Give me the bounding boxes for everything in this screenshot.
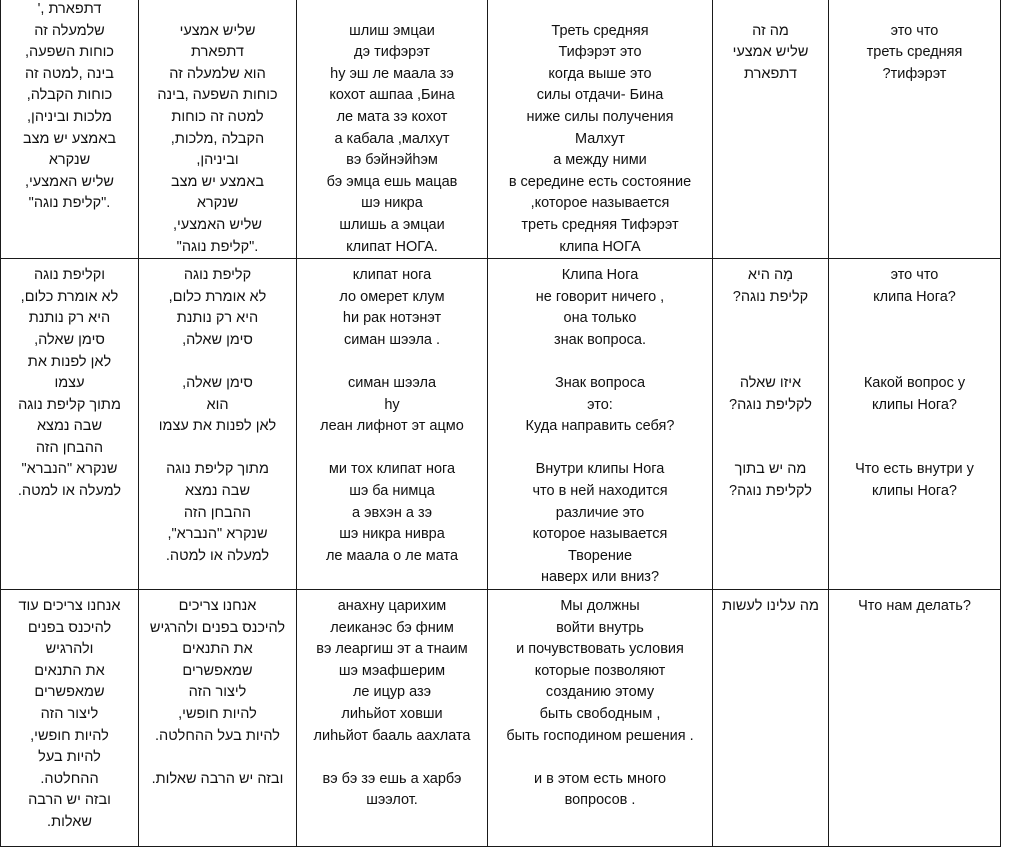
text-line: ,которое называется [530, 195, 670, 212]
text-line [833, 308, 996, 330]
text-line: כוחות השפעה ,בינה [157, 87, 278, 104]
text-line: шээлот. [366, 792, 418, 809]
text-line: קליפת נוגה [183, 267, 252, 284]
text-line: ולהרגיש [45, 641, 94, 658]
text-line: Треть средняя [551, 22, 649, 39]
text-line: מה זה [752, 22, 789, 39]
hebrew-text-cell [139, 0, 297, 259]
text-line [717, 352, 824, 374]
text-line: Клипа Нога [561, 267, 639, 284]
table-row [1, 259, 1001, 590]
text-line [301, 0, 483, 21]
text-line [301, 747, 483, 769]
text-line: ?קליפת נוגה [732, 288, 809, 305]
text-line: войти внутрь [556, 619, 644, 636]
text-line: hу эш ле маала зэ [330, 65, 454, 82]
text-line: עצמו [54, 375, 85, 392]
text-line: ,וביניהן [196, 152, 239, 169]
text-line: клипат нога [352, 267, 432, 284]
russian-question-cell [829, 259, 1001, 590]
hebrew-question-cell [713, 259, 829, 590]
text-line: ?לקליפת נוגה [729, 396, 812, 413]
text-line: кохот ашпаа ,Бина [329, 87, 455, 104]
transliteration-cell [297, 590, 488, 847]
text-line: ההבחן הזה [183, 504, 252, 521]
text-line: и почувствовать условия [516, 641, 684, 658]
text-line [301, 438, 483, 460]
hebrew-answer-cell [1, 590, 139, 847]
text-line [717, 308, 824, 330]
text-line: Мы должны [560, 598, 640, 615]
text-line: ליצור הזה [188, 684, 247, 701]
text-line: это что [890, 22, 939, 39]
text-line: не говорит ничего , [535, 288, 665, 305]
text-line: а между ними [553, 152, 647, 169]
text-line: שמאפשרים [34, 684, 105, 701]
text-line: которые позволяют [534, 662, 666, 679]
text-line [833, 0, 996, 21]
text-line: Что есть внутри у [855, 461, 974, 478]
text-line: ло омерет клум [339, 288, 445, 305]
hebrew-question-cell [713, 590, 829, 847]
text-line: Куда направить себя? [525, 418, 675, 435]
text-line: hи рак нотэнэт [342, 310, 442, 327]
text-line: "שנקרא "הנברא [21, 461, 118, 478]
text-line: быть свободным , [539, 706, 661, 722]
hebrew-text-cell [139, 259, 297, 590]
text-line: באמצע יש מצב [170, 173, 265, 190]
text-line [492, 438, 708, 460]
text-line: דתפארת [744, 65, 797, 82]
text-line [833, 438, 996, 460]
text-line: ,להיות חופשי [178, 706, 257, 722]
text-line: быть господином решения . [506, 727, 694, 744]
text-line: hу [384, 396, 400, 413]
text-line: клипа НОГА [559, 238, 641, 255]
text-line: אנחנו צריכים עוד [18, 598, 121, 615]
text-line: ,כוחות הקבלה [26, 87, 113, 104]
text-line: треть средняя Тифэрэт [521, 216, 679, 233]
text-line: это: [587, 396, 613, 413]
text-line: и в этом есть много [533, 770, 667, 787]
text-line: מתוך קליפת נוגה [166, 461, 269, 478]
text-line: а кабала ,малхут [334, 130, 450, 147]
text-line: это что [890, 267, 939, 284]
text-line [717, 0, 824, 21]
text-line: באמצע יש מצב [22, 130, 117, 147]
text-line: ליצור הזה [40, 706, 99, 722]
text-line: למטה זה כוחות [171, 108, 264, 125]
text-line: דתפארת [191, 44, 244, 61]
text-line: .ובזה יש הרבה שאלות [151, 770, 284, 787]
text-line: את התנאים [182, 641, 253, 658]
text-line: знак вопроса. [553, 331, 647, 348]
text-line: להיכנס בפנים ולהרגיש [149, 619, 286, 636]
text-line: симан шээла [347, 375, 437, 392]
text-line [717, 438, 824, 460]
text-line: ,סימן שאלה [34, 331, 105, 348]
hebrew-answer-cell [1, 0, 139, 259]
text-line: леан лифнот эт ацмо [320, 418, 464, 435]
text-line: "קליפת נוגה". [176, 238, 259, 255]
text-line [143, 352, 292, 374]
text-line: היא רק נותנת [28, 310, 111, 327]
text-line: .להיות בעל ההחלטה [155, 727, 280, 744]
text-line: וקליפת נוגה [33, 267, 106, 284]
text-line: ובזה יש הרבה [28, 792, 111, 809]
text-line: Тифэрэт это [558, 44, 642, 61]
text-line: שמאפשרים [182, 662, 253, 679]
text-line: מה עלינו לעשות [722, 598, 819, 615]
text-line: שליש אמצעי [732, 44, 809, 61]
text-line: ?тифэрэт [882, 65, 947, 82]
text-line: Малхут [575, 130, 625, 147]
text-line: шэ никра [361, 195, 423, 212]
text-line: симан шээла . [343, 331, 441, 348]
text-line: клипы Нога? [871, 396, 957, 413]
text-line: что в ней находится [532, 483, 668, 500]
text-line: вэ бэйнэйhэм [346, 152, 438, 169]
text-line: .שאלות [47, 813, 92, 830]
text-line: ,שליש האמצעי [172, 216, 263, 233]
text-line: Внутри клипы Нога [535, 461, 665, 478]
text-line [833, 352, 996, 374]
text-line [143, 438, 292, 460]
text-line: ,סימן שאלה [182, 331, 253, 348]
text-line: клипа Нога? [873, 288, 956, 305]
text-line: ,סימן שאלה [182, 375, 253, 392]
text-line: לאן לפנות את עצמו [158, 418, 277, 435]
text-line: шэ ба нимца [349, 483, 435, 500]
text-line [143, 0, 292, 21]
text-line: дэ тифэрэт [354, 44, 430, 61]
text-line: ההבחן הזה [35, 439, 104, 456]
text-line: ниже силы получения [526, 108, 674, 125]
text-line [717, 330, 824, 352]
text-line: шлиш эмцаи [349, 22, 435, 39]
text-line: Что нам делать? [858, 598, 971, 615]
text-line: Какой вопрос у [863, 375, 966, 392]
text-line: ', דתפארת [37, 1, 102, 17]
text-line [492, 0, 708, 21]
text-line: ?לקליפת נוגה [729, 483, 812, 500]
text-line: ,כוחות השפעה [24, 44, 114, 61]
text-line: Знак вопроса [554, 375, 646, 392]
text-line: леиканэс бэ фним [330, 619, 454, 636]
text-line: лиhьйот ховши [341, 706, 443, 722]
text-line: את התנאים [34, 662, 105, 679]
text-line: שלמעלה זה [34, 22, 105, 39]
text-line [833, 330, 996, 352]
text-line: ле мата зэ кохот [336, 108, 448, 125]
text-line: клипат НОГА. [346, 238, 438, 255]
text-line: шэ никра нивра [339, 526, 445, 543]
text-line: шлишь а эмцаи [339, 216, 445, 233]
text-line: ,להיות חופשי [30, 727, 109, 744]
text-line [143, 747, 292, 769]
text-line: להיכנס בפנים [27, 619, 112, 636]
text-line: שנקרא [196, 195, 239, 212]
text-line: שבה נמצא [184, 483, 251, 500]
text-line: вэ леаргиш эт а тнаим [316, 641, 468, 658]
text-line: треть средняя [866, 44, 963, 61]
text-line: ле маала о ле мата [325, 547, 459, 564]
text-line: שליש אמצעי [179, 22, 256, 39]
text-line: ,לא אומרת כלום [168, 288, 267, 305]
russian-question-cell [829, 0, 1001, 259]
text-line: שבה נמצא [36, 418, 103, 435]
text-line: шэ мэафшерим [338, 662, 446, 679]
russian-question-cell [829, 590, 1001, 847]
text-line: силы отдачи- Бина [536, 87, 664, 104]
text-line: ,שליש האמצעי [24, 173, 115, 190]
table-body [1, 0, 1001, 847]
text-line: לאן לפנות את [27, 353, 112, 370]
text-line [492, 352, 708, 374]
text-line: когда выше это [548, 65, 652, 82]
transliteration-cell [297, 259, 488, 590]
transliteration-cell [297, 0, 488, 259]
hebrew-text-cell [139, 590, 297, 847]
text-line: איזו שאלה [739, 375, 802, 392]
text-line: להיות בעל [38, 749, 101, 766]
text-line [717, 416, 824, 438]
text-line: .ההחלטה [40, 770, 99, 787]
russian-translation-cell [488, 259, 713, 590]
text-line: анахну царихим [337, 598, 447, 615]
text-line: ,לא אומרת כלום [20, 288, 119, 305]
text-line: созданию этому [545, 684, 655, 701]
text-line: ми тох клипат нога [328, 461, 456, 478]
text-line: она только [563, 310, 637, 327]
text-line: שנקרא [48, 152, 91, 169]
hebrew-question-cell [713, 0, 829, 259]
russian-translation-cell [488, 590, 713, 847]
russian-translation-cell [488, 0, 713, 259]
text-line: הוא שלמעלה זה [169, 65, 266, 82]
text-line: наверх или вниз? [540, 569, 660, 586]
text-line: которое называется [532, 526, 668, 543]
text-line: ,הקבלה ,מלכות [170, 130, 265, 147]
table-row [1, 0, 1001, 259]
text-line: הוא [206, 396, 229, 413]
text-line: в середине есть состояние [508, 173, 692, 190]
text-line: מה יש בתוך [734, 461, 807, 478]
text-line: бэ эмца ешь мацав [326, 173, 458, 190]
text-line: лиhьйот бааль аахлата [313, 727, 471, 744]
text-line: היא רק נותנת [176, 310, 259, 327]
text-line: ле ицур азэ [352, 684, 432, 701]
text-line [833, 416, 996, 438]
text-line [301, 352, 483, 374]
text-line: בינה ,למטה זה [25, 65, 114, 82]
hebrew-answer-cell [1, 259, 139, 590]
text-line: а эвхэн а зэ [351, 504, 433, 521]
text-line: אנחנו צריכים [178, 598, 257, 615]
text-line: вэ бэ зэ ешь а харбэ [322, 770, 462, 787]
text-line: "קליפת נוגה". [28, 195, 111, 212]
text-line: ,מלכות וביניהן [27, 108, 112, 125]
text-line: מתוך קליפת נוגה [18, 396, 121, 413]
text-line: клипы Нога? [871, 483, 957, 500]
text-line [492, 747, 708, 769]
text-line: .למעלה או למטה [165, 547, 270, 564]
text-line: ,"שנקרא "הנברא [167, 526, 268, 543]
text-line: .למעלה או למטה [17, 483, 122, 500]
text-line: Творение [567, 547, 633, 564]
table-row [1, 590, 1001, 847]
text-line: различие это [555, 504, 645, 521]
text-line: מָה היא [747, 267, 794, 284]
text-line: вопросов . [564, 792, 636, 809]
